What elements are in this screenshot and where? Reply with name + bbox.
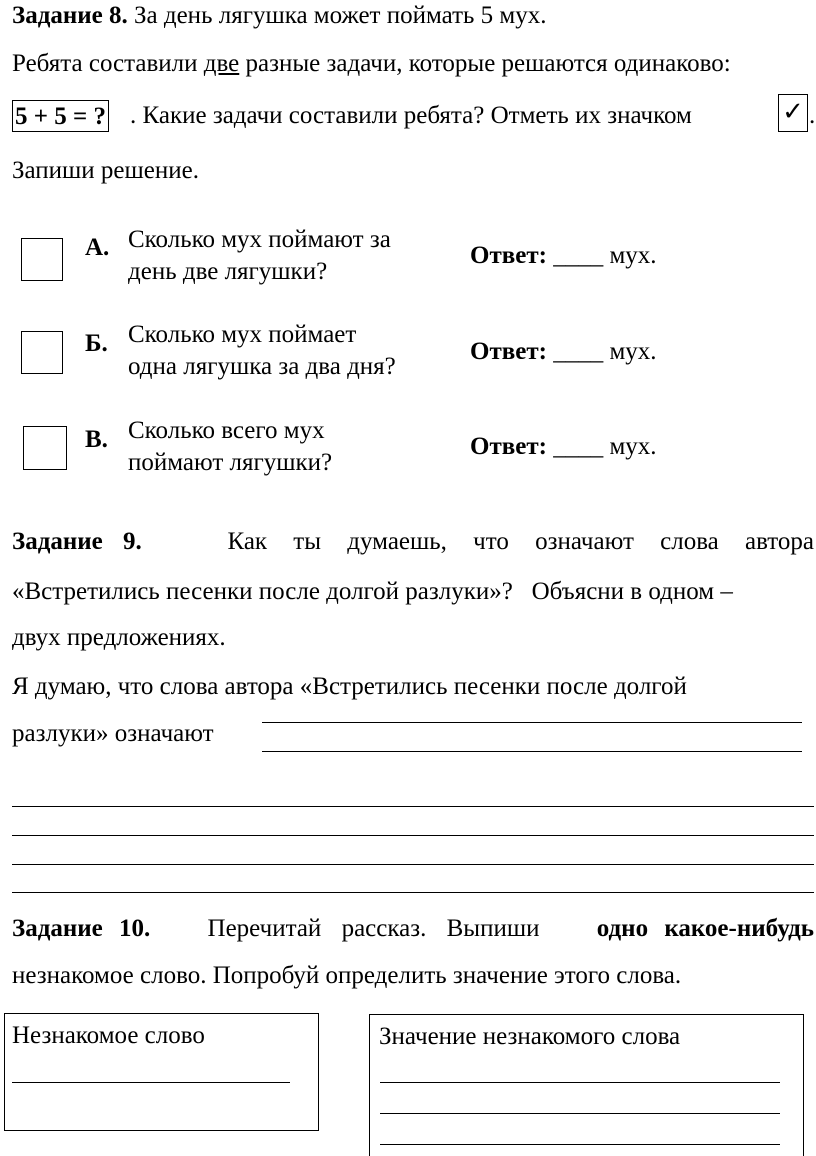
task10-line2: незнакомое слово. Попробуй определить значение этого слова. <box>12 962 682 989</box>
underlined-word: две <box>203 50 240 77</box>
option-v-question-line1: Сколько всего мух <box>128 417 325 444</box>
task10-emphasis: одно какое-нибудь <box>596 915 814 942</box>
word-meaning-label: Значение незнакомого слова <box>379 1023 681 1050</box>
task8-line2-start: Ребята составили <box>12 50 204 77</box>
option-v-answer <box>470 433 657 461</box>
checkbox-option-b[interactable] <box>21 331 63 374</box>
option-a-letter: А. <box>85 234 110 261</box>
answer-label: Ответ: <box>470 338 547 365</box>
task8-line1 <box>12 2 546 30</box>
task9-line4: Я думаю, что слова автора «Встретились песенки после долгой <box>12 673 687 700</box>
task9-question: Как ты думаешь, что означают слова автора <box>227 528 814 555</box>
answer-blank[interactable]: ____ <box>553 433 604 460</box>
task8-line4: Запиши решение. <box>12 157 199 184</box>
task9-line3: двух предложениях. <box>12 624 226 651</box>
option-b-letter: Б. <box>85 330 108 357</box>
task8-period: . <box>809 102 816 129</box>
task8-question: . Какие задачи составили ребята? Отметь их значком <box>130 102 692 129</box>
answer-line[interactable] <box>12 864 814 865</box>
option-b-question-line2: одна лягушка за два дня? <box>128 353 396 380</box>
answer-line[interactable] <box>12 892 814 893</box>
answer-blank[interactable]: ____ <box>553 242 604 269</box>
task8-intro: За день лягушка может поймать 5 мух. <box>127 2 547 29</box>
answer-label: Ответ: <box>470 242 547 269</box>
option-a-question-line1: Сколько мух поймают за <box>128 226 391 253</box>
task9-line5: разлуки» означают <box>12 720 214 747</box>
task8-heading: Задание 8. <box>12 2 128 29</box>
answer-line[interactable] <box>262 751 802 752</box>
answer-line[interactable] <box>12 806 814 807</box>
answer-unit: мух. <box>609 242 657 269</box>
answer-line[interactable] <box>12 835 814 836</box>
task8-line3 <box>12 97 816 140</box>
task9-line1 <box>12 528 814 556</box>
unknown-word-label: Незнакомое слово <box>12 1022 205 1049</box>
answer-line[interactable] <box>262 722 802 723</box>
task10-instruction: Перечитай рассказ. Выпиши <box>207 915 540 942</box>
checkmark-icon: ✓ <box>778 94 808 132</box>
unknown-word-box <box>4 1013 319 1131</box>
task10-line1 <box>12 915 814 943</box>
word-meaning-box <box>369 1014 804 1156</box>
option-v-letter: В. <box>85 426 108 453</box>
option-b-question-line1: Сколько мух поймает <box>128 321 357 348</box>
answer-label: Ответ: <box>470 433 547 460</box>
task10-heading: Задание 10. <box>12 915 151 942</box>
task8-line2 <box>12 50 731 78</box>
option-b-answer <box>470 338 657 366</box>
expression-box: 5 + 5 = ? <box>12 100 109 132</box>
checkbox-option-v[interactable] <box>23 426 67 470</box>
answer-line[interactable] <box>12 1082 290 1083</box>
task8-line2-end: разные задачи, которые решаются одинаково: <box>239 50 731 77</box>
answer-unit: мух. <box>609 433 657 460</box>
task9-line2: «Встретились песенки после долгой разлуки»? Объясни в одном – <box>12 578 733 605</box>
answer-line[interactable] <box>380 1144 780 1145</box>
answer-line[interactable] <box>380 1113 780 1114</box>
answer-line[interactable] <box>380 1082 780 1083</box>
task9-heading: Задание 9. <box>12 528 142 555</box>
answer-blank[interactable]: ____ <box>553 338 604 365</box>
option-a-question-line2: день две лягушки? <box>128 258 328 285</box>
option-v-question-line2: поймают лягушки? <box>128 449 333 476</box>
option-a-answer <box>470 242 657 270</box>
checkbox-option-a[interactable] <box>21 238 63 281</box>
answer-unit: мух. <box>609 338 657 365</box>
